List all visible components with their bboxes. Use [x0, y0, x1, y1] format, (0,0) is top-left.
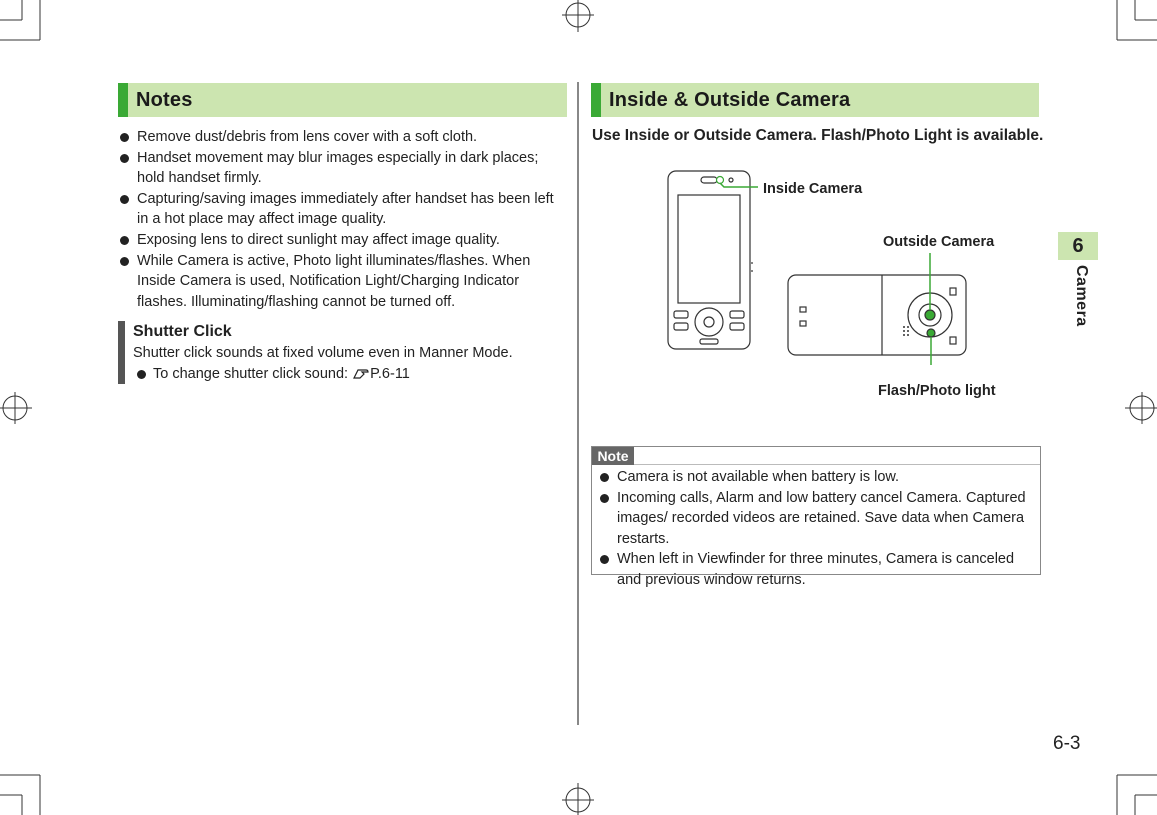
header-accent-bar — [118, 83, 128, 117]
note-rule — [634, 464, 1040, 465]
list-item: Incoming calls, Alarm and low battery cancel Camera. Captured images/ recorded videos are retained. Save data when Camera restarts. — [597, 488, 1037, 550]
shutter-reference-link[interactable]: P.6-11 — [370, 366, 410, 382]
header-accent-bar — [591, 83, 601, 117]
list-item: Camera is not available when battery is low. — [597, 467, 1037, 488]
list-item: When left in Viewfinder for three minutes, Camera is canceled and previous window returns. — [597, 549, 1037, 590]
list-item: Exposing lens to direct sunlight may affect image quality. — [117, 230, 557, 251]
list-item: Capturing/saving images immediately after handset has been left in a hot place may affect image quality. — [117, 189, 557, 230]
bullet-icon — [137, 370, 146, 379]
shutter-click-block — [118, 321, 573, 384]
list-item: While Camera is active, Photo light illuminates/flashes. When Inside Camera is used, Notification Light/Charging Indicator flashes. Illuminating/flashing cannot be turned off. — [117, 251, 557, 313]
camera-lead-text: Use Inside or Outside Camera. Flash/Photo Light is available. — [592, 127, 1044, 144]
chapter-label: Camera — [1073, 265, 1090, 327]
page-number: 6-3 — [1053, 733, 1081, 754]
notes-list — [117, 127, 557, 312]
camera-header — [591, 83, 1039, 117]
bullet-icon — [120, 236, 129, 245]
note-list — [597, 467, 1037, 591]
shutter-click-title: Shutter Click — [133, 323, 232, 340]
bullet-icon — [120, 154, 129, 163]
list-item: Handset movement may blur images especially in dark places; hold handset firmly. — [117, 148, 557, 189]
list-item: Remove dust/debris from lens cover with a soft cloth. — [117, 127, 557, 148]
bullet-icon — [120, 257, 129, 266]
chapter-number-tab: 6 — [1058, 232, 1098, 260]
flash-photo-light-label: Flash/Photo light — [878, 383, 996, 399]
note-box — [591, 446, 1041, 588]
shutter-click-text: Shutter click sounds at fixed volume even in Manner Mode. — [133, 345, 513, 361]
shutter-click-item: To change shutter click sound: P.6-11 — [133, 364, 573, 384]
outside-camera-label: Outside Camera — [883, 234, 995, 250]
inside-camera-label: Inside Camera — [763, 181, 863, 197]
camera-title: Inside & Outside Camera — [609, 88, 851, 111]
handset-back — [788, 275, 966, 355]
bullet-icon — [600, 555, 609, 564]
bullet-icon — [120, 133, 129, 142]
handset-front — [668, 171, 753, 349]
bullet-icon — [120, 195, 129, 204]
notes-header — [118, 83, 567, 117]
note-tab: Note — [592, 447, 634, 465]
reference-hand-icon — [352, 366, 370, 380]
bullet-icon — [600, 494, 609, 503]
bullet-icon — [600, 473, 609, 482]
notes-title: Notes — [136, 88, 193, 111]
